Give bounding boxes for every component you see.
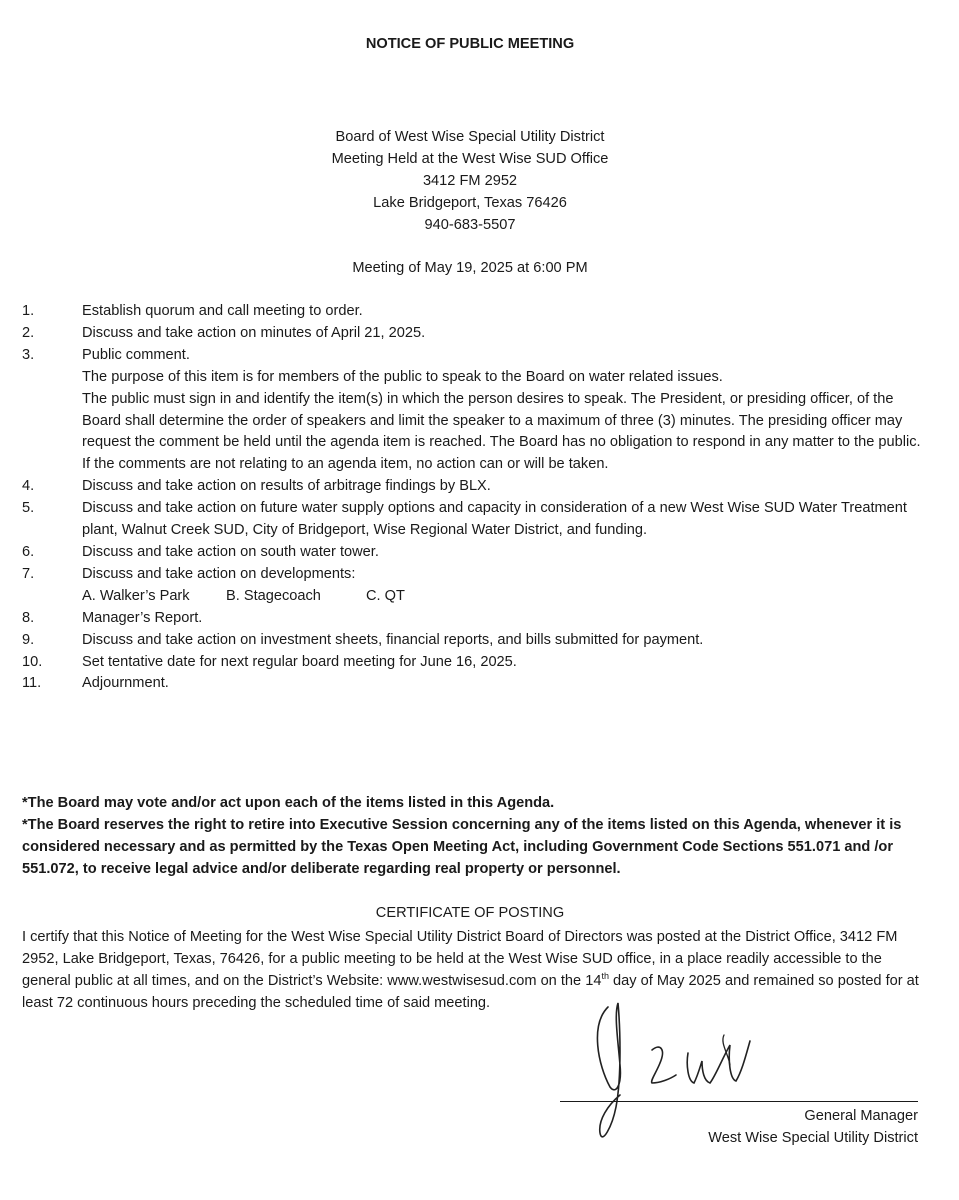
agenda-item-number: 10. xyxy=(22,653,43,670)
public-comment-purpose: The purpose of this item is for members of the public to speak to the Board on water related issues. xyxy=(82,368,723,385)
board-notes xyxy=(22,793,927,881)
agenda-item-number: 1. xyxy=(22,303,35,319)
agenda-item-text: Discuss and take action on results of arbitrage findings by BLX. xyxy=(82,478,491,495)
header-line-location: Meeting Held at the West Wise SUD Office xyxy=(331,151,609,167)
agenda-item-number: 7. xyxy=(22,565,35,582)
agenda-item-text: Set tentative date for next regular board meeting for June 16, 2025. xyxy=(82,653,517,670)
agenda-item-number: 3. xyxy=(22,346,35,363)
agenda-item-text: Manager’s Report. xyxy=(82,609,203,626)
certificate-text-end: day of May 2025 and remained so posted for at least 72 continuous hours preceding the scheduled time of said meeting. xyxy=(22,972,919,1011)
certificate-title: CERTIFICATE OF POSTING xyxy=(375,905,565,921)
meeting-date: Meeting of May 19, 2025 at 6:00 PM xyxy=(352,260,588,276)
agenda-item-number: 4. xyxy=(22,478,35,495)
header-line-board: Board of West Wise Special Utility District xyxy=(335,129,605,145)
agenda-item-text: Discuss and take action on developments: xyxy=(82,565,356,582)
agenda-item-number: 6. xyxy=(22,543,35,560)
header-line-street: 3412 FM 2952 xyxy=(422,173,518,189)
header-line-city: Lake Bridgeport, Texas 76426 xyxy=(373,195,567,211)
agenda-item-text: Discuss and take action on future water supply options and capacity in consideration of a new West Wise SUD Water Treatment plant, Walnut Creek SUD, City of Bridgeport, Wise Regional Water District, and funding. xyxy=(82,500,907,539)
meeting-header xyxy=(0,126,940,236)
agenda-item xyxy=(22,630,922,652)
agenda-item xyxy=(22,345,922,476)
agenda-item xyxy=(22,323,922,345)
agenda-item-text: Public comment. xyxy=(82,346,190,363)
agenda-item-number: 9. xyxy=(22,631,35,648)
agenda-item-number: 8. xyxy=(22,609,35,626)
signatory-title: General Manager xyxy=(804,1108,918,1124)
development-qt: C. QT xyxy=(366,587,405,604)
agenda-item xyxy=(22,542,922,564)
development-list xyxy=(82,586,922,608)
agenda-item xyxy=(22,476,922,498)
agenda-item-text: Discuss and take action on minutes of April 21, 2025. xyxy=(82,324,426,341)
signature-line xyxy=(560,1101,918,1102)
agenda-item-text: Discuss and take action on south water tower. xyxy=(82,543,379,560)
development-walkers-park: A. Walker’s Park xyxy=(82,587,190,604)
agenda-item xyxy=(22,673,922,695)
agenda-item-text: Discuss and take action on investment sheets, financial reports, and bills submitted for payment. xyxy=(82,631,704,648)
agenda-list xyxy=(22,301,922,695)
signatory-org: West Wise Special Utility District xyxy=(708,1130,918,1146)
ordinal-suffix: th xyxy=(601,970,609,981)
agenda-item xyxy=(22,652,922,674)
agenda-item-number: 11. xyxy=(22,675,42,692)
note-vote: *The Board may vote and/or act upon each of the items listed in this Agenda. xyxy=(22,795,555,811)
agenda-item xyxy=(22,564,922,608)
certificate-body xyxy=(22,927,927,1015)
agenda-item xyxy=(22,301,922,323)
signatory-block xyxy=(708,1105,918,1149)
development-stagecoach: B. Stagecoach xyxy=(226,587,321,604)
agenda-item xyxy=(22,498,922,542)
agenda-item-text: Establish quorum and call meeting to order. xyxy=(82,303,363,319)
public-comment-rules: The public must sign in and identify the item(s) in which the person desires to speak. The President, or presiding officer, of the Board shall determine the order of speakers and limit the speaker to a maximum of three (3) minutes. The presiding officer may request the comment be held until the agenda item is reached. The Board has no obligation to respond in any matter to the public. If the comments are not relating to an agenda item, no action can or will be taken. xyxy=(82,390,921,473)
agenda-item-text: Adjournment. xyxy=(82,675,169,692)
agenda-item-number: 2. xyxy=(22,324,35,341)
certificate-text: I certify that this Notice of Meeting for the West Wise Special Utility District Board of Directors was posted at the District Office, 3412 FM 2952, Lake Bridgeport, Texas, 76426, for a public meeting to be held at the West Wise SUD office, in a place readily accessible to the general public at all times, and on the District’s Website: www.westwisesud.com on the 14 xyxy=(22,929,898,989)
page-title: NOTICE OF PUBLIC MEETING xyxy=(365,36,575,52)
agenda-item xyxy=(22,608,922,630)
header-line-phone: 940-683-5507 xyxy=(424,217,516,233)
agenda-item-number: 5. xyxy=(22,500,35,517)
note-executive-session: *The Board reserves the right to retire into Executive Session concerning any of the items listed on this Agenda, whenever it is considered necessary and as permitted by the Texas Open Meeting Act, including Government Code Sections 551.071 and /or 551.072, to receive legal advice and/or deliberate regarding real property or personnel. xyxy=(22,816,902,877)
